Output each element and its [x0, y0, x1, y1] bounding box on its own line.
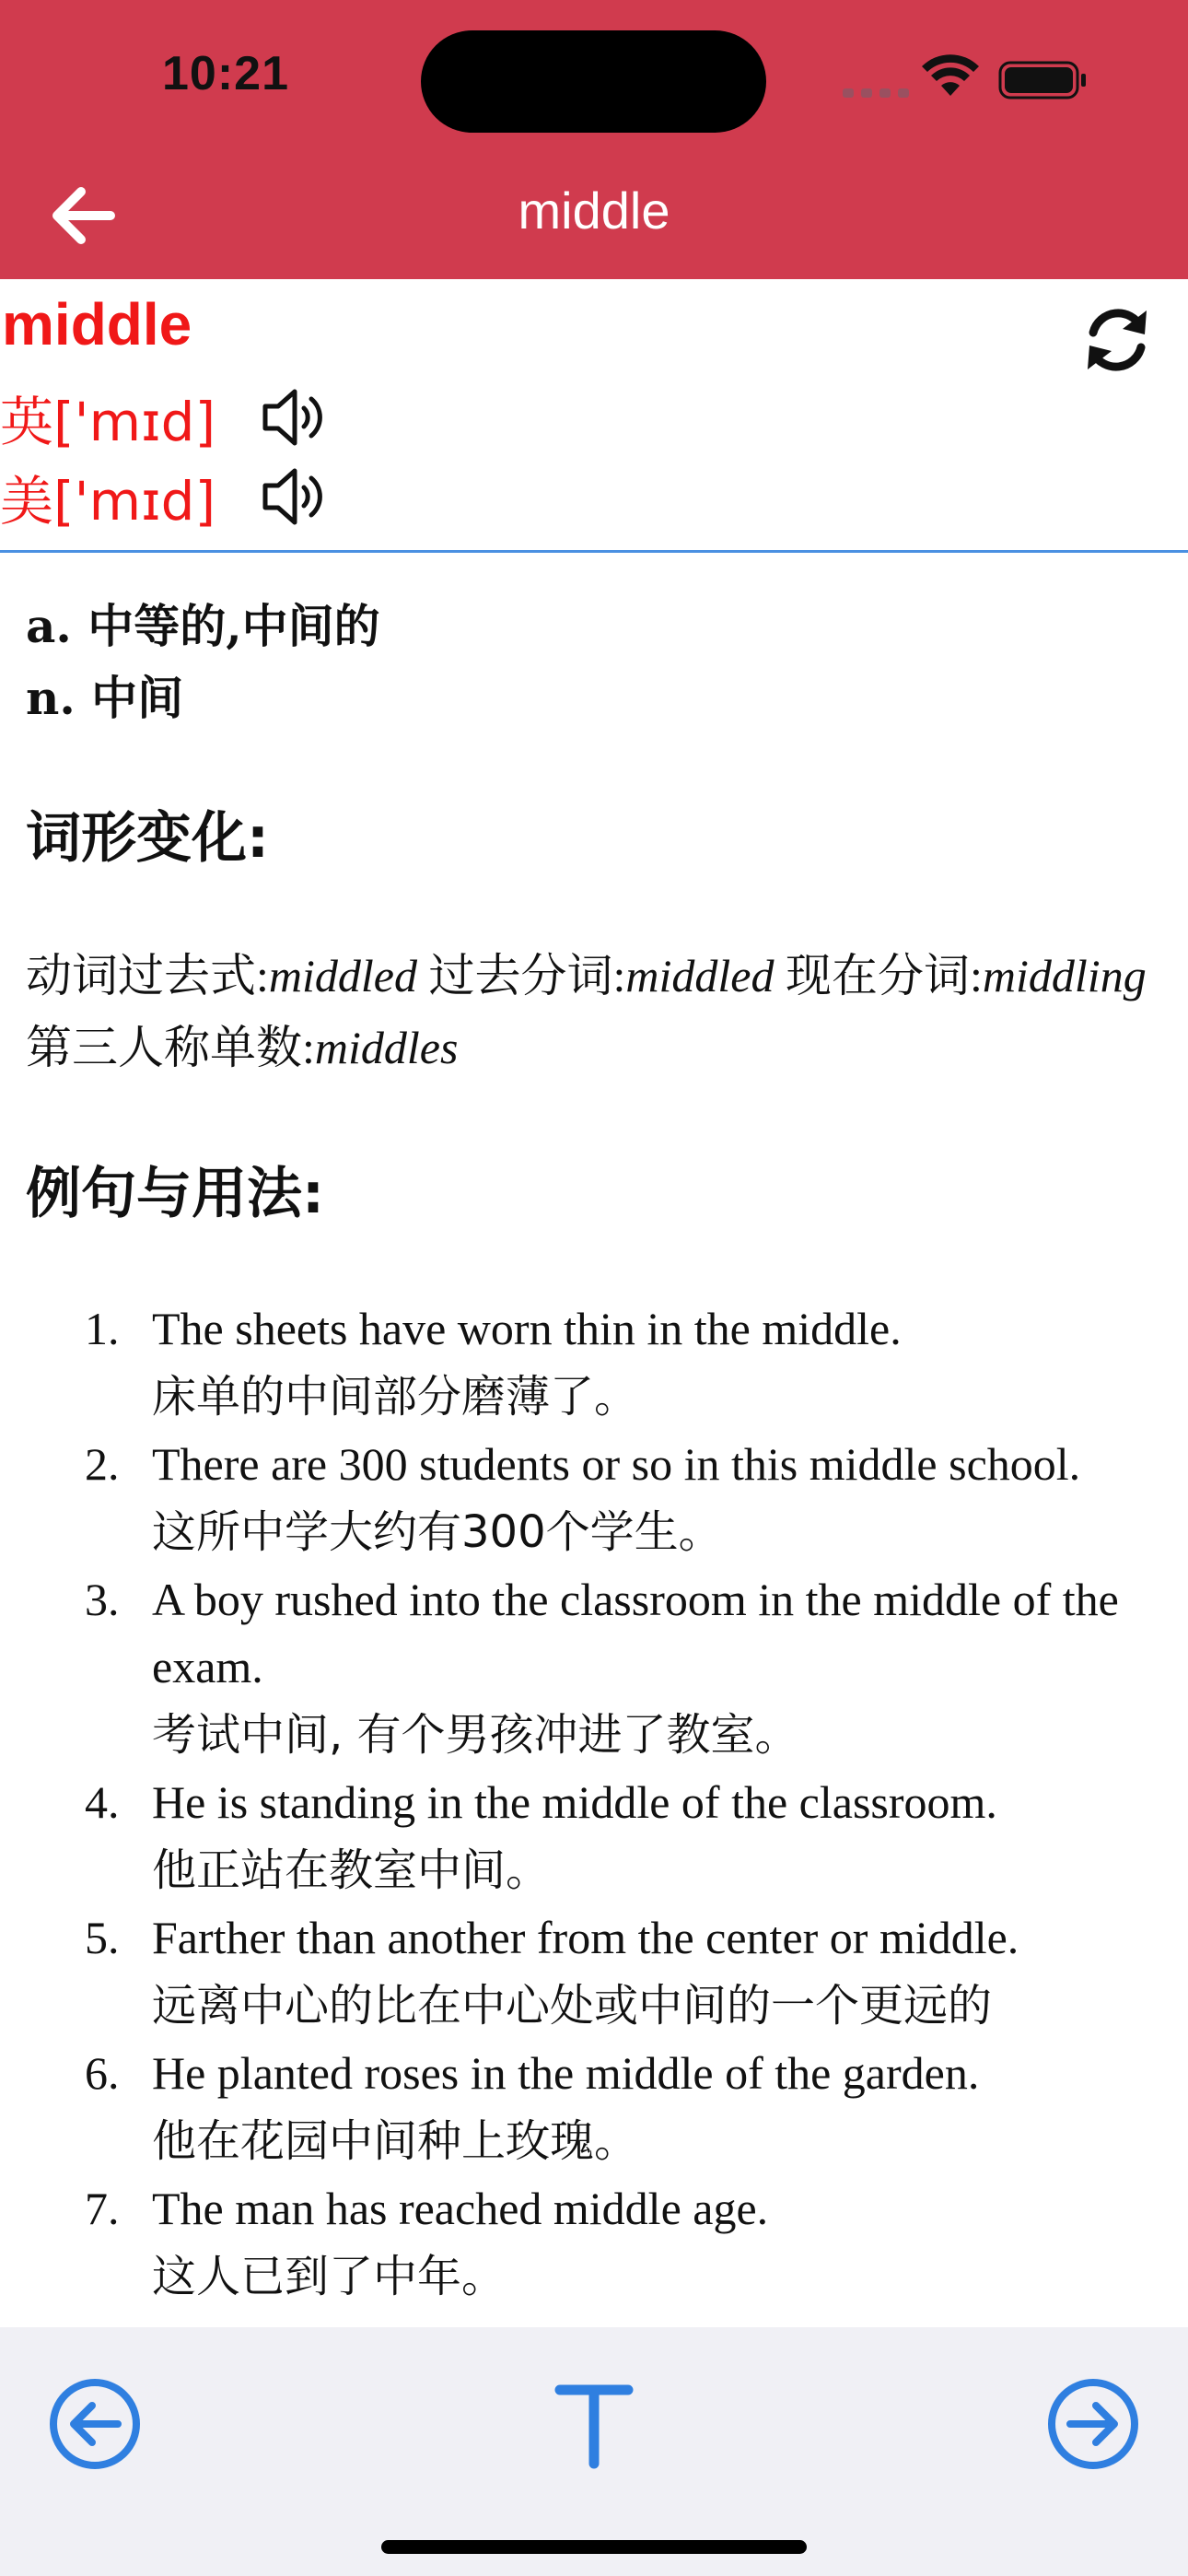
previous-word-icon[interactable] — [44, 2373, 146, 2475]
example-chinese: 这所中学大约有300个学生。 — [152, 1506, 723, 1558]
example-number: 7. — [85, 2183, 120, 2234]
example-item — [0, 2040, 1188, 2175]
home-indicator[interactable] — [381, 2540, 807, 2554]
examples-heading: 例句与用法: — [26, 1162, 324, 1226]
status-icons — [0, 53, 1188, 109]
wifi-icon — [922, 54, 979, 96]
status-time: 10:21 — [162, 47, 289, 100]
example-english: He planted roses in the middle of the garden. — [152, 2047, 980, 2099]
example-english: A boy rushed into the classroom in the middle of the exam. — [152, 1574, 1119, 1692]
example-english: He is standing in the middle of the classroom. — [152, 1776, 997, 1828]
morph-label: 第三人称单数: — [26, 1022, 315, 1073]
pronunciation-uk: 英['mɪd] — [0, 391, 216, 453]
cellular-signal-icon — [843, 88, 909, 98]
pronunciation-us: 美['mɪd] — [0, 470, 216, 533]
example-item — [0, 1904, 1188, 2040]
page-title: middle — [518, 181, 670, 240]
next-word-icon[interactable] — [1042, 2373, 1144, 2475]
morph-form: middled — [625, 950, 775, 1001]
bottom-toolbar — [0, 2327, 1188, 2576]
example-number: 5. — [85, 1912, 120, 1963]
refresh-icon[interactable] — [1073, 296, 1161, 384]
example-english: Farther than another from the center or middle. — [152, 1912, 1019, 1963]
example-item — [0, 1769, 1188, 1904]
morphology-heading: 词形变化: — [26, 806, 269, 871]
example-chinese: 床单的中间部分磨薄了。 — [152, 1371, 639, 1423]
definition-content[interactable] — [0, 553, 1188, 2327]
example-chinese: 他在花园中间种上玫瑰。 — [152, 2115, 639, 2167]
headword: middle — [2, 291, 192, 357]
example-item — [0, 1295, 1188, 1431]
definition-adjective: a. 中等的,中间的 — [26, 599, 380, 653]
morph-form: middled — [268, 950, 417, 1001]
morph-label: 动词过去式: — [26, 950, 269, 1001]
morph-form: middles — [314, 1022, 459, 1073]
status-bar — [0, 0, 1188, 157]
example-chinese: 远离中心的比在中心处或中间的一个更远的 — [152, 1980, 993, 2032]
morph-form: middling — [982, 950, 1147, 1001]
examples-list — [0, 1295, 1188, 2311]
definition-noun: n. 中间 — [26, 671, 184, 725]
morphology-text — [26, 940, 1159, 1083]
example-item — [0, 1431, 1188, 1566]
example-chinese: 考试中间, 有个男孩冲进了教室。 — [152, 1709, 799, 1761]
battery-icon — [1000, 63, 1086, 98]
speaker-us-icon[interactable] — [258, 460, 332, 533]
speaker-uk-icon[interactable] — [258, 381, 332, 454]
example-number: 4. — [85, 1776, 120, 1828]
example-number: 2. — [85, 1438, 120, 1490]
word-header — [0, 279, 1188, 553]
example-number: 1. — [85, 1303, 120, 1354]
example-english: The man has reached middle age. — [152, 2183, 769, 2234]
morph-label: 过去分词: — [428, 950, 626, 1001]
text-size-icon[interactable] — [543, 2373, 645, 2475]
example-chinese: 这人已到了中年。 — [152, 2251, 507, 2302]
morph-label: 现在分词: — [786, 950, 983, 1001]
example-english: The sheets have worn thin in the middle. — [152, 1303, 902, 1354]
nav-bar — [0, 157, 1188, 279]
example-item — [0, 2175, 1188, 2311]
example-chinese: 他正站在教室中间。 — [152, 1844, 551, 1896]
example-english: There are 300 students or so in this middle school. — [152, 1438, 1081, 1490]
example-number: 3. — [85, 1574, 120, 1625]
example-item — [0, 1566, 1188, 1769]
example-number: 6. — [85, 2047, 120, 2099]
